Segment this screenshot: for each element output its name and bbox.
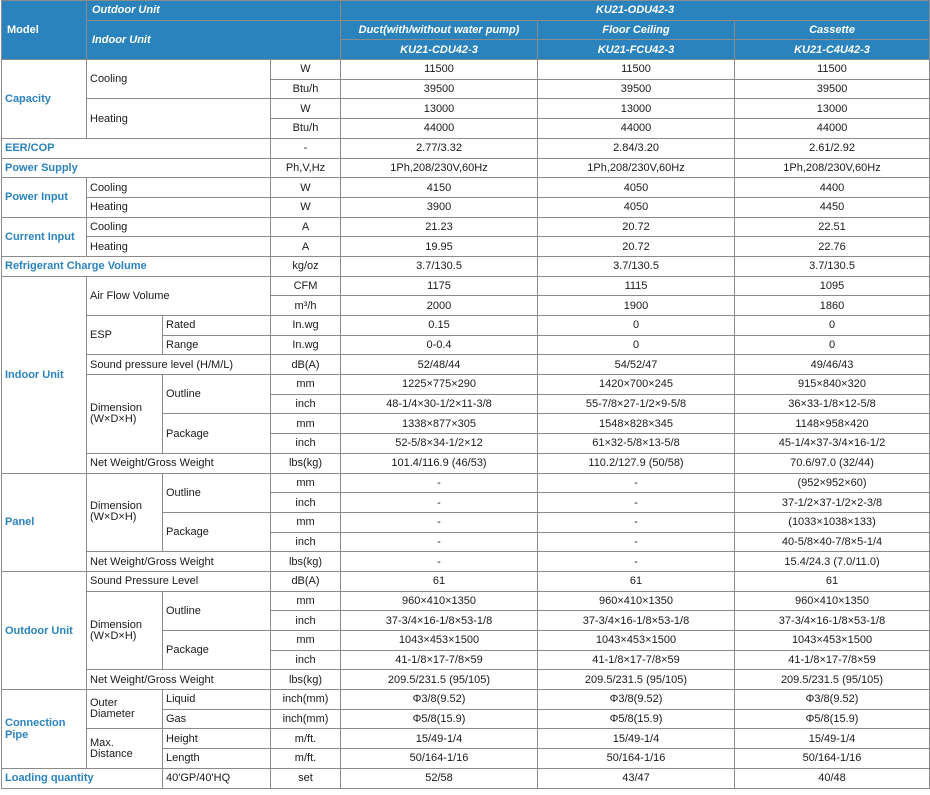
label-heating: Heating bbox=[87, 237, 271, 257]
table-row bbox=[2, 60, 930, 80]
label-height: Height bbox=[163, 729, 271, 749]
unit-cell: CFM bbox=[271, 276, 341, 296]
value-cell: Φ5/8(15.9) bbox=[341, 709, 538, 729]
value-cell: - bbox=[538, 532, 735, 552]
label-heating: Heating bbox=[87, 197, 271, 217]
unit-cell: inch bbox=[271, 493, 341, 513]
value-cell: 50/164-1/16 bbox=[341, 749, 538, 769]
unit-cell: dB(A) bbox=[271, 571, 341, 591]
label-rated: Rated bbox=[163, 316, 271, 336]
value-cell: 20.72 bbox=[538, 217, 735, 237]
value-cell: 37-3/4×16-1/8×53-1/8 bbox=[735, 611, 930, 631]
label-package: Package bbox=[163, 414, 271, 453]
value-cell: 13000 bbox=[735, 99, 930, 119]
value-cell: 50/164-1/16 bbox=[538, 749, 735, 769]
value-cell: (952×952×60) bbox=[735, 473, 930, 493]
unit-cell: inch bbox=[271, 434, 341, 454]
section-capacity: Capacity bbox=[2, 60, 87, 139]
value-cell: 1Ph,208/230V,60Hz bbox=[341, 158, 538, 178]
value-cell: - bbox=[538, 493, 735, 513]
unit-cell: A bbox=[271, 217, 341, 237]
value-cell: 37-1/2×37-1/2×2-3/8 bbox=[735, 493, 930, 513]
value-cell: 915×840×320 bbox=[735, 375, 930, 395]
value-cell: 1338×877×305 bbox=[341, 414, 538, 434]
label-outline: Outline bbox=[163, 375, 271, 414]
unit-cell: mm bbox=[271, 591, 341, 611]
unit-cell: m³/h bbox=[271, 296, 341, 316]
unit-cell: W bbox=[271, 99, 341, 119]
value-cell: - bbox=[341, 493, 538, 513]
value-cell: Φ5/8(15.9) bbox=[735, 709, 930, 729]
value-cell: - bbox=[538, 552, 735, 572]
header-col3-model: KU21-C4U42-3 bbox=[735, 40, 930, 60]
unit-cell: inch bbox=[271, 650, 341, 670]
value-cell: 61 bbox=[735, 571, 930, 591]
label-net-gross-weight: Net Weight/Gross Weight bbox=[87, 453, 271, 473]
value-cell: 1420×700×245 bbox=[538, 375, 735, 395]
label-sound-pressure-level: Sound Pressure Level bbox=[87, 571, 271, 591]
value-cell: - bbox=[341, 473, 538, 493]
section-panel: Panel bbox=[2, 473, 87, 571]
value-cell: 960×410×1350 bbox=[538, 591, 735, 611]
section-outdoor-unit: Outdoor Unit bbox=[2, 571, 87, 689]
table-row bbox=[2, 276, 930, 296]
value-cell: 1148×958×420 bbox=[735, 414, 930, 434]
value-cell: 22.76 bbox=[735, 237, 930, 257]
unit-cell: A bbox=[271, 237, 341, 257]
value-cell: 41-1/8×17-7/8×59 bbox=[735, 650, 930, 670]
value-cell: 37-3/4×16-1/8×53-1/8 bbox=[341, 611, 538, 631]
value-cell: 11500 bbox=[341, 60, 538, 80]
value-cell: 55-7/8×27-1/2×9-5/8 bbox=[538, 394, 735, 414]
value-cell: 21.23 bbox=[341, 217, 538, 237]
value-cell: 1860 bbox=[735, 296, 930, 316]
header-col1-type: Duct(with/without water pump) bbox=[341, 20, 538, 40]
value-cell: 209.5/231.5 (95/105) bbox=[341, 670, 538, 690]
value-cell: 70.6/97.0 (32/44) bbox=[735, 453, 930, 473]
header-col1-model: KU21-CDU42-3 bbox=[341, 40, 538, 60]
unit-cell: inch bbox=[271, 532, 341, 552]
value-cell: 39500 bbox=[538, 79, 735, 99]
unit-cell: inch(mm) bbox=[271, 690, 341, 710]
table-row bbox=[2, 690, 930, 710]
value-cell: 0 bbox=[735, 335, 930, 355]
table-row bbox=[2, 316, 930, 336]
value-cell: Φ3/8(9.52) bbox=[538, 690, 735, 710]
value-cell: 36×33-1/8×12-5/8 bbox=[735, 394, 930, 414]
value-cell: 1095 bbox=[735, 276, 930, 296]
table-row bbox=[2, 217, 930, 237]
value-cell: 1900 bbox=[538, 296, 735, 316]
value-cell: 1043×453×1500 bbox=[735, 631, 930, 651]
value-cell: 41-1/8×17-7/8×59 bbox=[538, 650, 735, 670]
value-cell: 2.84/3.20 bbox=[538, 138, 735, 158]
unit-cell: lbs(kg) bbox=[271, 670, 341, 690]
value-cell: 1225×775×290 bbox=[341, 375, 538, 395]
value-cell: 2000 bbox=[341, 296, 538, 316]
value-cell: 4050 bbox=[538, 197, 735, 217]
section-power-input: Power Input bbox=[2, 178, 87, 217]
value-cell: 40/48 bbox=[735, 768, 930, 788]
value-cell: 15/49-1/4 bbox=[341, 729, 538, 749]
unit-cell: W bbox=[271, 178, 341, 198]
value-cell: 22.51 bbox=[735, 217, 930, 237]
section-eer-cop: EER/COP bbox=[2, 138, 271, 158]
value-cell: 50/164-1/16 bbox=[735, 749, 930, 769]
table-row bbox=[2, 453, 930, 473]
value-cell: 41-1/8×17-7/8×59 bbox=[341, 650, 538, 670]
spec-table bbox=[1, 0, 930, 789]
unit-cell: set bbox=[271, 768, 341, 788]
value-cell: 52-5/8×34-1/2×12 bbox=[341, 434, 538, 454]
value-cell: 15.4/24.3 (7.0/11.0) bbox=[735, 552, 930, 572]
header-outdoor-unit: Outdoor Unit bbox=[87, 1, 341, 21]
unit-cell: mm bbox=[271, 473, 341, 493]
unit-cell: mm bbox=[271, 375, 341, 395]
label-outer-diameter: Outer Diameter bbox=[87, 690, 163, 729]
value-cell: 0 bbox=[538, 316, 735, 336]
section-connection-pipe: Connection Pipe bbox=[2, 690, 87, 769]
label-net-gross-weight: Net Weight/Gross Weight bbox=[87, 670, 271, 690]
section-refrigerant: Refrigerant Charge Volume bbox=[2, 256, 271, 276]
table-row bbox=[2, 670, 930, 690]
value-cell: - bbox=[538, 473, 735, 493]
label-sound-pressure-hml: Sound pressure level (H/M/L) bbox=[87, 355, 271, 375]
value-cell: 1Ph,208/230V,60Hz bbox=[735, 158, 930, 178]
header-outdoor-model: KU21-ODU42-3 bbox=[341, 1, 930, 21]
header-model: Model bbox=[2, 1, 87, 60]
table-row bbox=[2, 197, 930, 217]
value-cell: 20.72 bbox=[538, 237, 735, 257]
value-cell: - bbox=[341, 512, 538, 532]
unit-cell: - bbox=[271, 138, 341, 158]
value-cell: 45-1/4×37-3/4×16-1/2 bbox=[735, 434, 930, 454]
table-row bbox=[2, 473, 930, 493]
label-cooling: Cooling bbox=[87, 217, 271, 237]
value-cell: 4450 bbox=[735, 197, 930, 217]
value-cell: Φ3/8(9.52) bbox=[341, 690, 538, 710]
unit-cell: inch bbox=[271, 394, 341, 414]
value-cell: - bbox=[341, 552, 538, 572]
value-cell: 13000 bbox=[538, 99, 735, 119]
value-cell: (1033×1038×133) bbox=[735, 512, 930, 532]
unit-cell: mm bbox=[271, 631, 341, 651]
table-row bbox=[2, 256, 930, 276]
header-indoor-unit: Indoor Unit bbox=[87, 20, 341, 59]
table-row bbox=[2, 99, 930, 119]
label-max-distance: Max. Distance bbox=[87, 729, 163, 768]
label-length: Length bbox=[163, 749, 271, 769]
section-indoor-unit: Indoor Unit bbox=[2, 276, 87, 473]
table-row bbox=[2, 768, 930, 788]
label-outline: Outline bbox=[163, 591, 271, 630]
label-dimension: Dimension (W×D×H) bbox=[87, 375, 163, 454]
value-cell: 4400 bbox=[735, 178, 930, 198]
value-cell: 39500 bbox=[341, 79, 538, 99]
value-cell: 52/48/44 bbox=[341, 355, 538, 375]
value-cell: 101.4/116.9 (46/53) bbox=[341, 453, 538, 473]
table-row bbox=[2, 138, 930, 158]
value-cell: 54/52/47 bbox=[538, 355, 735, 375]
section-loading-quantity: Loading quantity bbox=[2, 768, 163, 788]
unit-cell: m/ft. bbox=[271, 749, 341, 769]
label-dimension: Dimension (W×D×H) bbox=[87, 591, 163, 670]
value-cell: 44000 bbox=[341, 119, 538, 139]
value-cell: 960×410×1350 bbox=[735, 591, 930, 611]
value-cell: 960×410×1350 bbox=[341, 591, 538, 611]
value-cell: 61 bbox=[538, 571, 735, 591]
unit-cell: inch(mm) bbox=[271, 709, 341, 729]
value-cell: 1115 bbox=[538, 276, 735, 296]
value-cell: 52/58 bbox=[341, 768, 538, 788]
label-gas: Gas bbox=[163, 709, 271, 729]
header-col2-type: Floor Ceiling bbox=[538, 20, 735, 40]
unit-cell: kg/oz bbox=[271, 256, 341, 276]
table-row bbox=[2, 375, 930, 395]
section-power-supply: Power Supply bbox=[2, 158, 271, 178]
value-cell: 3900 bbox=[341, 197, 538, 217]
value-cell: 110.2/127.9 (50/58) bbox=[538, 453, 735, 473]
table-row bbox=[2, 178, 930, 198]
table-row bbox=[2, 591, 930, 611]
value-cell: 19.95 bbox=[341, 237, 538, 257]
value-cell: - bbox=[341, 532, 538, 552]
value-cell: - bbox=[538, 512, 735, 532]
table-row bbox=[2, 552, 930, 572]
value-cell: Φ3/8(9.52) bbox=[735, 690, 930, 710]
label-esp: ESP bbox=[87, 316, 163, 355]
unit-cell: In.wg bbox=[271, 316, 341, 336]
label-container: 40'GP/40'HQ bbox=[163, 768, 271, 788]
value-cell: 0 bbox=[735, 316, 930, 336]
value-cell: 1175 bbox=[341, 276, 538, 296]
unit-cell: mm bbox=[271, 512, 341, 532]
unit-cell: mm bbox=[271, 414, 341, 434]
value-cell: 3.7/130.5 bbox=[341, 256, 538, 276]
label-package: Package bbox=[163, 512, 271, 551]
unit-cell: Btu/h bbox=[271, 79, 341, 99]
value-cell: 13000 bbox=[341, 99, 538, 119]
value-cell: 37-3/4×16-1/8×53-1/8 bbox=[538, 611, 735, 631]
label-air-flow: Air Flow Volume bbox=[87, 276, 271, 315]
unit-cell: inch bbox=[271, 611, 341, 631]
label-package: Package bbox=[163, 631, 271, 670]
label-cooling: Cooling bbox=[87, 178, 271, 198]
unit-cell: m/ft. bbox=[271, 729, 341, 749]
table-row bbox=[2, 237, 930, 257]
value-cell: 1548×828×345 bbox=[538, 414, 735, 434]
unit-cell: In.wg bbox=[271, 335, 341, 355]
label-liquid: Liquid bbox=[163, 690, 271, 710]
value-cell: 0.15 bbox=[341, 316, 538, 336]
value-cell: Φ5/8(15.9) bbox=[538, 709, 735, 729]
value-cell: 48-1/4×30-1/2×11-3/8 bbox=[341, 394, 538, 414]
label-net-gross-weight: Net Weight/Gross Weight bbox=[87, 552, 271, 572]
value-cell: 40-5/8×40-7/8×5-1/4 bbox=[735, 532, 930, 552]
value-cell: 1043×453×1500 bbox=[341, 631, 538, 651]
value-cell: 61 bbox=[341, 571, 538, 591]
table-row bbox=[2, 729, 930, 749]
unit-cell: W bbox=[271, 60, 341, 80]
section-current-input: Current Input bbox=[2, 217, 87, 256]
value-cell: 15/49-1/4 bbox=[735, 729, 930, 749]
value-cell: 43/47 bbox=[538, 768, 735, 788]
unit-cell: Ph,V,Hz bbox=[271, 158, 341, 178]
value-cell: 39500 bbox=[735, 79, 930, 99]
value-cell: 1Ph,208/230V,60Hz bbox=[538, 158, 735, 178]
label-cooling: Cooling bbox=[87, 60, 271, 99]
unit-cell: Btu/h bbox=[271, 119, 341, 139]
label-heating: Heating bbox=[87, 99, 271, 138]
value-cell: 4150 bbox=[341, 178, 538, 198]
unit-cell: lbs(kg) bbox=[271, 453, 341, 473]
value-cell: 61×32-5/8×13-5/8 bbox=[538, 434, 735, 454]
value-cell: 2.77/3.32 bbox=[341, 138, 538, 158]
unit-cell: W bbox=[271, 197, 341, 217]
value-cell: 11500 bbox=[538, 60, 735, 80]
header-col2-model: KU21-FCU42-3 bbox=[538, 40, 735, 60]
value-cell: 4050 bbox=[538, 178, 735, 198]
value-cell: 1043×453×1500 bbox=[538, 631, 735, 651]
value-cell: 15/49-1/4 bbox=[538, 729, 735, 749]
value-cell: 3.7/130.5 bbox=[735, 256, 930, 276]
unit-cell: lbs(kg) bbox=[271, 552, 341, 572]
table-row bbox=[2, 355, 930, 375]
value-cell: 44000 bbox=[538, 119, 735, 139]
table-row bbox=[2, 571, 930, 591]
value-cell: 209.5/231.5 (95/105) bbox=[538, 670, 735, 690]
value-cell: 11500 bbox=[735, 60, 930, 80]
value-cell: 0-0.4 bbox=[341, 335, 538, 355]
header-col3-type: Cassette bbox=[735, 20, 930, 40]
table-row bbox=[2, 158, 930, 178]
value-cell: 209.5/231.5 (95/105) bbox=[735, 670, 930, 690]
label-dimension: Dimension (W×D×H) bbox=[87, 473, 163, 552]
value-cell: 44000 bbox=[735, 119, 930, 139]
unit-cell: dB(A) bbox=[271, 355, 341, 375]
label-outline: Outline bbox=[163, 473, 271, 512]
label-range: Range bbox=[163, 335, 271, 355]
value-cell: 49/46/43 bbox=[735, 355, 930, 375]
value-cell: 2.61/2.92 bbox=[735, 138, 930, 158]
value-cell: 3.7/130.5 bbox=[538, 256, 735, 276]
value-cell: 0 bbox=[538, 335, 735, 355]
